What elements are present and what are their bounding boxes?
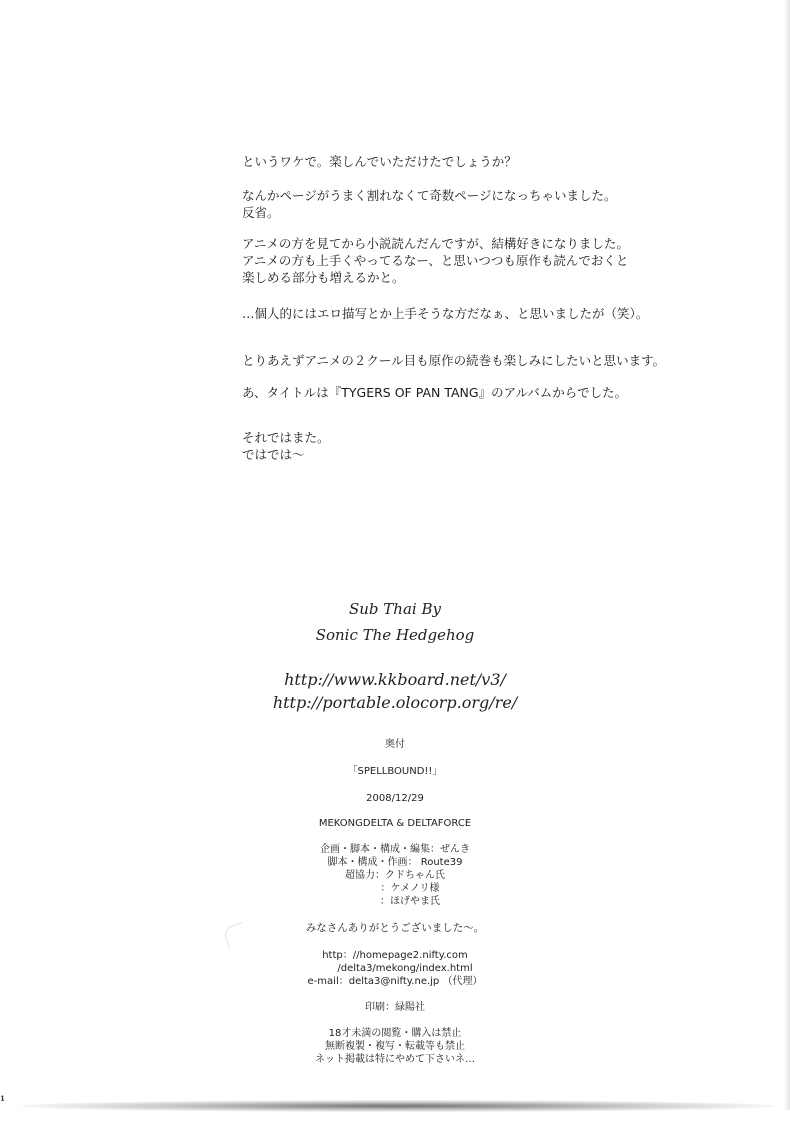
afterword-paragraph: というワケで。楽しんでいただけたでしょうか？ xyxy=(242,154,517,169)
page-edge-shadow xyxy=(784,0,790,1110)
contact-info: http：//homepage2.nifty.com /delta3/mekong/index.html e-mail：delta3@nifty.ne.jp （代理） xyxy=(307,950,483,987)
staff-credits: 企画・脚本・構成・編集：ぜんき 脚本・構成・作画： Route39 超協力：クドちゃん氏 ：ケメノリ様 ：ほげやま氏 xyxy=(320,844,470,907)
publication-date: 2008/12/29 xyxy=(366,793,424,804)
afterword-paragraph: それではまた。 ではでは～ xyxy=(242,430,330,462)
credit-url: http://www.kkboard.net/v3/ xyxy=(284,670,506,689)
page-bottom-shadow xyxy=(20,1100,775,1112)
afterword-paragraph: …個人的にはエロ描写とか上手そうな方だなぁ、と思いましたが（笑）。 xyxy=(242,306,649,321)
credit-url: http://portable.olocorp.org/re/ xyxy=(272,693,518,712)
printer-info: 印刷：緑陽社 xyxy=(365,1002,425,1013)
afterword-paragraph: アニメの方を見てから小説読んだんですが、結構好きになりました。 アニメの方も上手くやってるなー、と思いつつも原作も読んでおくと 楽しめる部分も増えるかと。 xyxy=(242,236,629,285)
thanks-message: みなさんありがとうございました～。 xyxy=(305,922,485,934)
circle-name: MEKONGDELTA & DELTAFORCE xyxy=(318,818,472,829)
colophon-heading: 奥付 xyxy=(385,739,405,750)
book-title: 「SPELLBOUND!!」 xyxy=(347,766,443,777)
afterword-paragraph: なんかページがうまく割れなくて奇数ページになっちゃいました。 反省。 xyxy=(242,188,617,220)
translation-credit-label: Sub Thai By xyxy=(349,600,441,618)
afterword-paragraph: あ、タイトルは『TYGERS OF PAN TANG』のアルバムからでした。 xyxy=(242,385,628,400)
page-number: 1 xyxy=(0,1094,5,1103)
translator-name: Sonic The Hedgehog xyxy=(315,626,475,644)
copyright-notice: 18才未満の閲覧・購入は禁止 無断複製・複写・転載等も禁止 ネット掲載は特にやめて下さいネ… xyxy=(315,1028,475,1065)
afterword-paragraph: とりあえずアニメの２クール目も原作の続巻も楽しみにしたいと思います。 xyxy=(242,353,666,368)
